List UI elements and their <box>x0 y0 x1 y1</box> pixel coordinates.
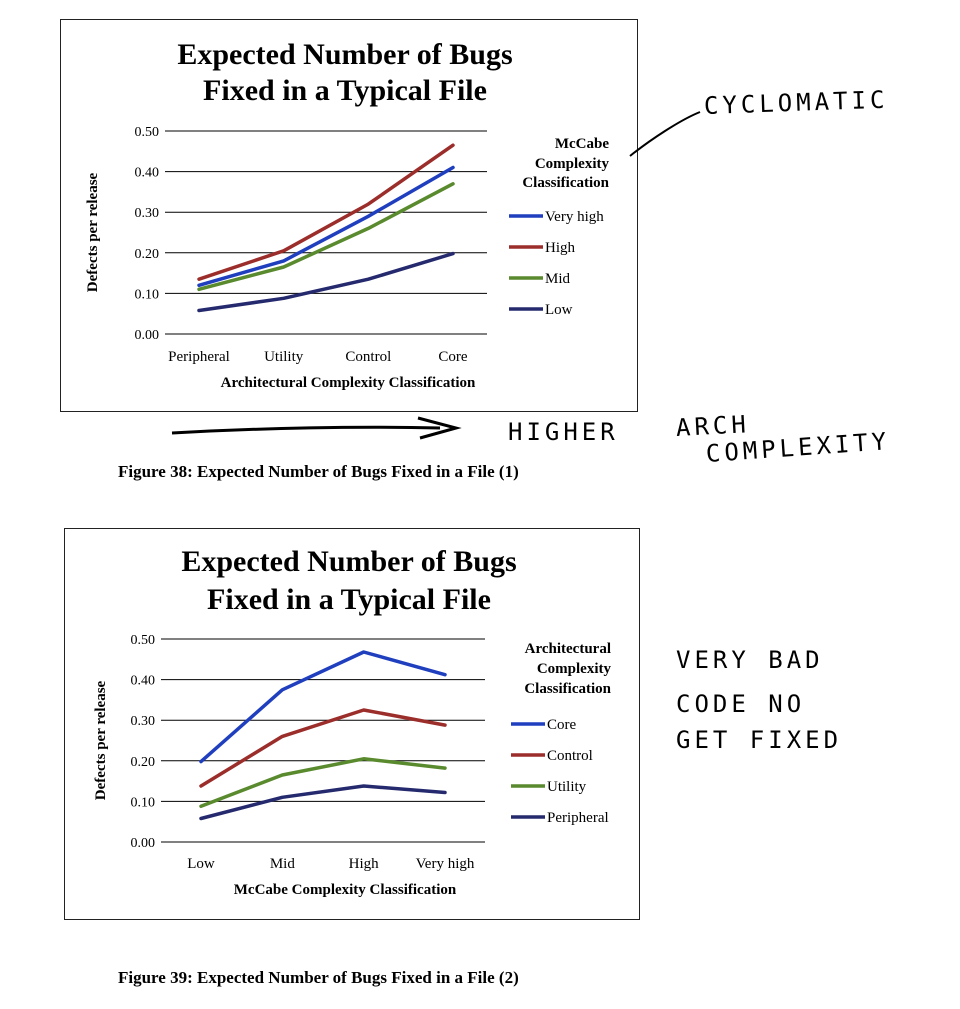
chart-1-legend-label: Mid <box>545 271 571 287</box>
chart-2-ytick-label: 0.00 <box>130 836 155 851</box>
chart-1-legend-title-line: McCabe <box>554 136 609 152</box>
handwritten-complexity: COMPLEXITY <box>705 427 892 468</box>
chart-2-xtick-label: Mid <box>269 856 295 872</box>
chart-1-xtick-label: Core <box>438 349 468 365</box>
chart-2-legend-label: Peripheral <box>547 810 609 826</box>
chart-2-ytick-label: 0.50 <box>130 633 155 648</box>
chart-2-title-line: Expected Number of Bugs <box>181 545 517 578</box>
chart-2-ytick-label: 0.30 <box>130 714 155 730</box>
chart-2-legend-label: Control <box>547 748 593 764</box>
chart-1-xtick-label: Utility <box>264 349 304 365</box>
chart-2-xtick-label: Very high <box>415 856 475 872</box>
chart-2-legend-title-line: Classification <box>524 681 611 697</box>
pointer-stroke <box>630 112 700 156</box>
chart-1-xlabel: Architectural Complexity Classification <box>220 375 476 391</box>
chart-1-xtick-label: Control <box>345 349 392 365</box>
chart-2-title-line: Fixed in a Typical File <box>207 583 491 616</box>
chart-2-ytick-label: 0.20 <box>130 754 155 770</box>
chart-2-xlabel: McCabe Complexity Classification <box>233 882 457 898</box>
handwritten-code-no: CODE NO <box>676 690 806 718</box>
handwritten-cyclomatic: CYCLOMATIC <box>703 85 889 120</box>
chart-1-ytick-label: 0.00 <box>134 328 159 343</box>
chart-2-ytick-label: 0.40 <box>130 673 155 689</box>
chart-2-legend-title-line: Complexity <box>536 661 611 677</box>
chart-1-ytick-label: 0.10 <box>134 287 159 303</box>
chart-1-ytick-label: 0.40 <box>134 165 159 181</box>
chart-1-legend-title-line: Complexity <box>534 156 609 172</box>
chart-2-ylabel: Defects per release <box>93 680 109 801</box>
chart-1-legend-label: High <box>545 240 575 256</box>
figure-39-caption: Figure 39: Expected Number of Bugs Fixed in a File (2) <box>118 968 519 987</box>
chart-1-legend-label: Low <box>545 302 573 318</box>
chart-1-title-line: Fixed in a Typical File <box>203 74 487 107</box>
chart-2-xtick-label: High <box>348 856 379 872</box>
chart-1-ytick-label: 0.20 <box>134 246 159 262</box>
chart-1-legend-title-line: Classification <box>522 175 609 191</box>
chart-1-title-line: Expected Number of Bugs <box>177 38 513 71</box>
handwritten-very-bad: VERY BAD <box>676 646 824 674</box>
chart-1-ylabel: Defects per release <box>85 172 101 293</box>
chart-2-ytick-label: 0.10 <box>130 795 155 811</box>
chart-2-legend-title-line: Architectural <box>524 641 611 657</box>
arrow-stroke <box>172 427 440 433</box>
chart-2-legend-label: Core <box>547 717 577 733</box>
chart-2-legend-label: Utility <box>547 779 587 795</box>
handwritten-higher: HIGHER <box>508 418 619 446</box>
handwritten-get-fixed: GET FIXED <box>676 726 843 754</box>
chart-1-ytick-label: 0.50 <box>134 125 159 140</box>
figure-38-caption: Figure 38: Expected Number of Bugs Fixed in a File (1) <box>118 462 519 481</box>
chart-1-xtick-label: Peripheral <box>168 349 230 365</box>
chart-2-xtick-label: Low <box>187 856 215 872</box>
chart-1-legend-label: Very high <box>545 209 604 225</box>
chart-1-ytick-label: 0.30 <box>134 206 159 222</box>
handwritten-arch: ARCH <box>675 410 751 442</box>
